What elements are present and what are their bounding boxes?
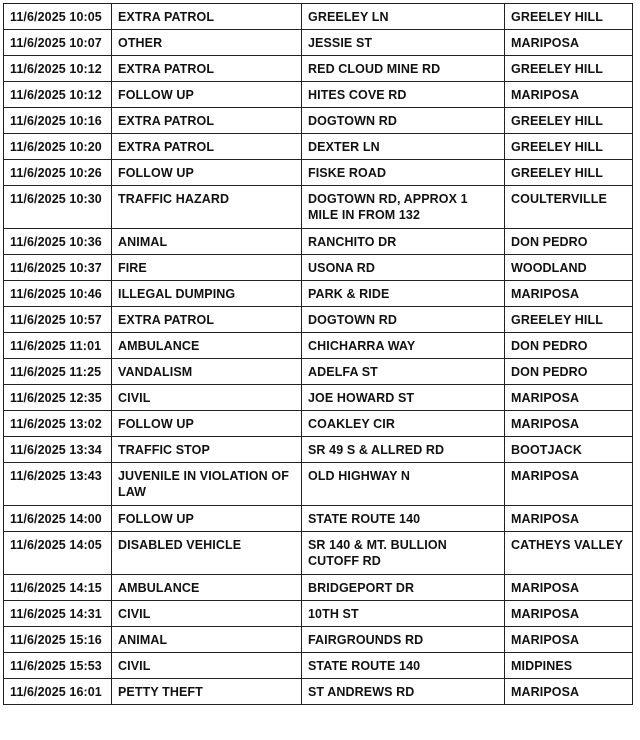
datetime-cell: 11/6/2025 11:25: [4, 359, 112, 385]
location-cell: STATE ROUTE 140: [302, 653, 505, 679]
location-cell: GREELEY LN: [302, 4, 505, 30]
area-cell: DON PEDRO: [505, 359, 633, 385]
datetime-cell: 11/6/2025 10:57: [4, 307, 112, 333]
datetime-cell: 11/6/2025 13:34: [4, 437, 112, 463]
incident-type-cell: FOLLOW UP: [112, 506, 302, 532]
datetime-cell: 11/6/2025 10:46: [4, 281, 112, 307]
area-cell: DON PEDRO: [505, 333, 633, 359]
location-cell: ADELFA ST: [302, 359, 505, 385]
incident-type-cell: FOLLOW UP: [112, 82, 302, 108]
datetime-cell: 11/6/2025 10:16: [4, 108, 112, 134]
area-cell: MARIPOSA: [505, 385, 633, 411]
table-row: [4, 411, 633, 437]
area-cell: MARIPOSA: [505, 463, 633, 506]
incident-type-cell: PETTY THEFT: [112, 679, 302, 705]
incident-type-cell: CIVIL: [112, 653, 302, 679]
table-row: [4, 82, 633, 108]
table-row: [4, 506, 633, 532]
datetime-cell: 11/6/2025 15:16: [4, 627, 112, 653]
area-cell: MARIPOSA: [505, 627, 633, 653]
incident-type-cell: EXTRA PATROL: [112, 56, 302, 82]
incident-type-cell: TRAFFIC HAZARD: [112, 186, 302, 229]
area-cell: GREELEY HILL: [505, 108, 633, 134]
incident-type-cell: JUVENILE IN VIOLATION OF LAW: [112, 463, 302, 506]
incident-type-cell: FOLLOW UP: [112, 160, 302, 186]
location-cell: JESSIE ST: [302, 30, 505, 56]
location-cell: HITES COVE RD: [302, 82, 505, 108]
datetime-cell: 11/6/2025 15:53: [4, 653, 112, 679]
table-row: [4, 359, 633, 385]
location-cell: ST ANDREWS RD: [302, 679, 505, 705]
table-row: [4, 333, 633, 359]
area-cell: COULTERVILLE: [505, 186, 633, 229]
datetime-cell: 11/6/2025 11:01: [4, 333, 112, 359]
incident-type-cell: CIVIL: [112, 601, 302, 627]
area-cell: GREELEY HILL: [505, 4, 633, 30]
datetime-cell: 11/6/2025 16:01: [4, 679, 112, 705]
table-row: [4, 601, 633, 627]
table-row: [4, 186, 633, 229]
table-row: [4, 4, 633, 30]
location-cell: CHICHARRA WAY: [302, 333, 505, 359]
datetime-cell: 11/6/2025 13:02: [4, 411, 112, 437]
area-cell: GREELEY HILL: [505, 134, 633, 160]
area-cell: GREELEY HILL: [505, 160, 633, 186]
incident-type-cell: EXTRA PATROL: [112, 108, 302, 134]
incident-type-cell: ANIMAL: [112, 229, 302, 255]
location-cell: DEXTER LN: [302, 134, 505, 160]
area-cell: CATHEYS VALLEY: [505, 532, 633, 575]
area-cell: MARIPOSA: [505, 679, 633, 705]
area-cell: GREELEY HILL: [505, 56, 633, 82]
area-cell: MARIPOSA: [505, 506, 633, 532]
area-cell: MARIPOSA: [505, 411, 633, 437]
location-cell: JOE HOWARD ST: [302, 385, 505, 411]
location-cell: FAIRGROUNDS RD: [302, 627, 505, 653]
datetime-cell: 11/6/2025 10:36: [4, 229, 112, 255]
datetime-cell: 11/6/2025 10:05: [4, 4, 112, 30]
incident-type-cell: EXTRA PATROL: [112, 4, 302, 30]
datetime-cell: 11/6/2025 10:12: [4, 56, 112, 82]
location-cell: COAKLEY CIR: [302, 411, 505, 437]
location-cell: USONA RD: [302, 255, 505, 281]
incident-type-cell: VANDALISM: [112, 359, 302, 385]
datetime-cell: 11/6/2025 14:31: [4, 601, 112, 627]
location-cell: PARK & RIDE: [302, 281, 505, 307]
table-row: [4, 627, 633, 653]
incident-type-cell: DISABLED VEHICLE: [112, 532, 302, 575]
table-row: [4, 653, 633, 679]
datetime-cell: 11/6/2025 10:12: [4, 82, 112, 108]
incident-type-cell: CIVIL: [112, 385, 302, 411]
area-cell: MARIPOSA: [505, 281, 633, 307]
table-row: [4, 229, 633, 255]
incident-type-cell: OTHER: [112, 30, 302, 56]
table-row: [4, 160, 633, 186]
datetime-cell: 11/6/2025 14:15: [4, 575, 112, 601]
location-cell: STATE ROUTE 140: [302, 506, 505, 532]
datetime-cell: 11/6/2025 14:05: [4, 532, 112, 575]
table-row: [4, 108, 633, 134]
datetime-cell: 11/6/2025 10:20: [4, 134, 112, 160]
table-row: [4, 385, 633, 411]
incident-type-cell: AMBULANCE: [112, 575, 302, 601]
area-cell: BOOTJACK: [505, 437, 633, 463]
location-cell: OLD HIGHWAY N: [302, 463, 505, 506]
table-row: [4, 437, 633, 463]
location-cell: SR 49 S & ALLRED RD: [302, 437, 505, 463]
incident-type-cell: ANIMAL: [112, 627, 302, 653]
location-cell: BRIDGEPORT DR: [302, 575, 505, 601]
table-row: [4, 307, 633, 333]
location-cell: DOGTOWN RD, APPROX 1 MILE IN FROM 132: [302, 186, 505, 229]
area-cell: MARIPOSA: [505, 82, 633, 108]
datetime-cell: 11/6/2025 14:00: [4, 506, 112, 532]
table-row: [4, 134, 633, 160]
incident-type-cell: AMBULANCE: [112, 333, 302, 359]
incident-log-body: [4, 4, 633, 705]
incident-type-cell: EXTRA PATROL: [112, 134, 302, 160]
location-cell: DOGTOWN RD: [302, 307, 505, 333]
incident-type-cell: EXTRA PATROL: [112, 307, 302, 333]
table-row: [4, 281, 633, 307]
location-cell: RED CLOUD MINE RD: [302, 56, 505, 82]
table-row: [4, 56, 633, 82]
datetime-cell: 11/6/2025 10:37: [4, 255, 112, 281]
location-cell: SR 140 & MT. BULLION CUTOFF RD: [302, 532, 505, 575]
incident-type-cell: FOLLOW UP: [112, 411, 302, 437]
incident-log-table: [3, 3, 633, 705]
area-cell: MIDPINES: [505, 653, 633, 679]
area-cell: WOODLAND: [505, 255, 633, 281]
datetime-cell: 11/6/2025 10:26: [4, 160, 112, 186]
incident-type-cell: TRAFFIC STOP: [112, 437, 302, 463]
area-cell: MARIPOSA: [505, 30, 633, 56]
datetime-cell: 11/6/2025 10:07: [4, 30, 112, 56]
location-cell: FISKE ROAD: [302, 160, 505, 186]
table-row: [4, 532, 633, 575]
table-row: [4, 679, 633, 705]
datetime-cell: 11/6/2025 10:30: [4, 186, 112, 229]
area-cell: DON PEDRO: [505, 229, 633, 255]
area-cell: GREELEY HILL: [505, 307, 633, 333]
table-row: [4, 463, 633, 506]
table-row: [4, 30, 633, 56]
area-cell: MARIPOSA: [505, 575, 633, 601]
location-cell: RANCHITO DR: [302, 229, 505, 255]
incident-type-cell: FIRE: [112, 255, 302, 281]
area-cell: MARIPOSA: [505, 601, 633, 627]
datetime-cell: 11/6/2025 12:35: [4, 385, 112, 411]
datetime-cell: 11/6/2025 13:43: [4, 463, 112, 506]
location-cell: 10TH ST: [302, 601, 505, 627]
incident-type-cell: ILLEGAL DUMPING: [112, 281, 302, 307]
table-row: [4, 255, 633, 281]
location-cell: DOGTOWN RD: [302, 108, 505, 134]
table-row: [4, 575, 633, 601]
